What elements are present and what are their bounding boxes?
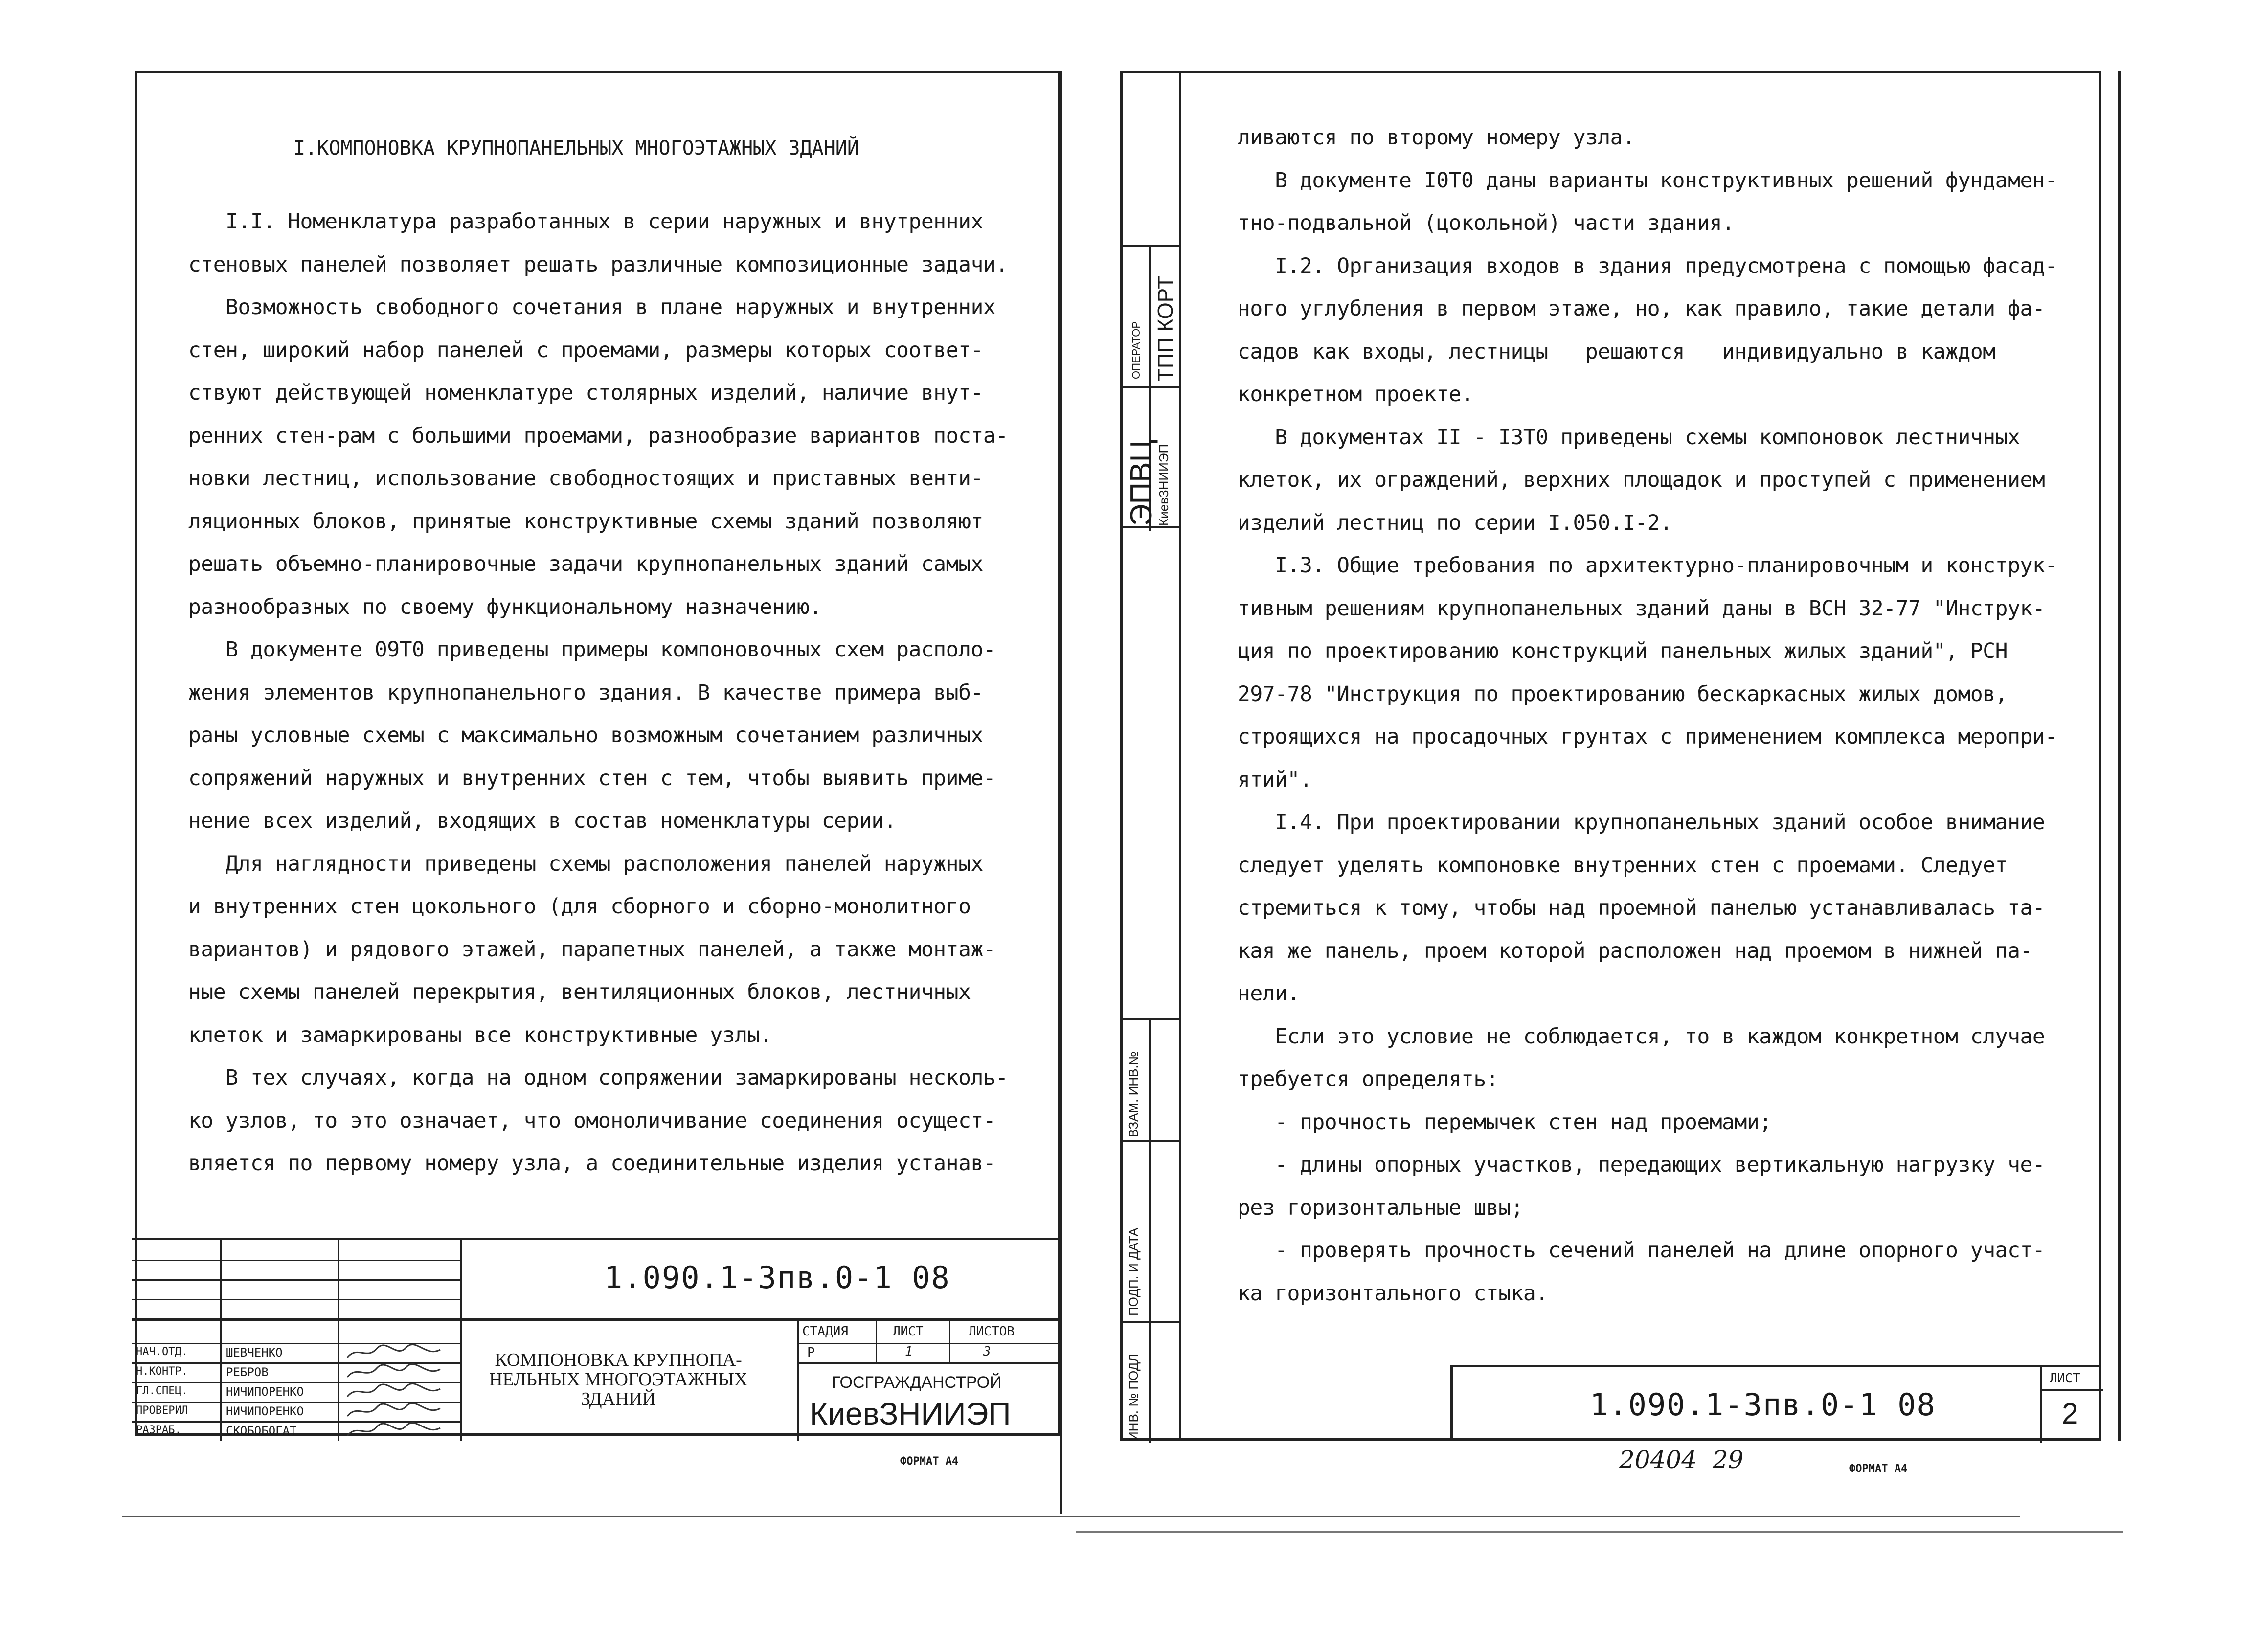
stamp-line: [949, 1318, 950, 1362]
side-column-divider: [1120, 1321, 1181, 1323]
text-line: Возможность свободного сочетания в плане наружных и внутренних: [188, 295, 996, 319]
side-stamp-divider: [1120, 386, 1181, 388]
text-line: ция по проектированию конструкций панельных жилых зданий", РСН: [1238, 639, 2008, 663]
text-line: тно-подвальной (цокольной) части здания.: [1238, 211, 1735, 235]
stamp-line: [797, 1318, 799, 1441]
handwritten-number: 20404 29: [1619, 1446, 1744, 1474]
stage-value: Р: [807, 1345, 815, 1360]
text-line: В документах II - I3Т0 приведены схемы компоновок лестничных: [1238, 425, 2020, 450]
section-heading: I.КОМПОНОВКА КРУПНОПАНЕЛЬНЫХ МНОГОЭТАЖНЫХ ЗДАНИЙ: [293, 137, 859, 159]
text-line: новки лестниц, использование свободностоящих и приставных венти-: [188, 466, 983, 491]
organization-top: ГОСГРАЖДАНСТРОЙ: [832, 1373, 1002, 1392]
stamp-line: [797, 1343, 1060, 1344]
text-line: ренних стен-рам с большими проемами, разнообразие вариантов поста-: [188, 423, 1008, 448]
right-body-text: [1238, 116, 2057, 1315]
stamp-line: [132, 1318, 1060, 1321]
format-label-right: ФОРМАТ А4: [1849, 1463, 1908, 1475]
text-line: разнообразных по своему функциональному назначению.: [188, 594, 822, 619]
stamp-line: [132, 1260, 460, 1261]
text-line: ствуют действующей номенклатуре столярных изделий, наличие внут-: [188, 381, 983, 405]
operator-value: ТПП КОРТ: [1153, 276, 1177, 382]
text-line: В тех случаях, когда на одном сопряжении замаркированы несколь-: [188, 1065, 1008, 1090]
text-line: рез горизонтальные швы;: [1238, 1195, 1523, 1220]
text-line: сопряжений наружных и внутренних стен с тем, чтобы выявить приме-: [188, 766, 996, 791]
text-line: ного углубления в первом этаже, но, как правило, такие детали фа-: [1238, 296, 2045, 321]
text-line: клеток, их ограждений, верхних площадок и проступей с применением: [1238, 468, 2045, 492]
text-line: - длины опорных участков, передающих вертикальную нагрузку че-: [1238, 1153, 2045, 1177]
side-org-sub: КиевЗНИИЭП: [1156, 444, 1171, 526]
stamp-line: [220, 1240, 222, 1441]
sheet-label: ЛИСТ: [2050, 1371, 2080, 1386]
text-line: изделий лестниц по серии I.050.I-2.: [1238, 510, 1672, 535]
side-column-divider: [1120, 1140, 1181, 1142]
text-line: I.4. При проектировании крупнопанельных зданий особое внимание: [1238, 810, 2045, 835]
stamp-line: [2040, 1367, 2042, 1443]
stamp-line: [2040, 1389, 2103, 1391]
signature: [342, 1382, 455, 1402]
stamp-role: РАЗРАБ.: [136, 1424, 181, 1436]
text-line: I.3. Общие требования по архитектурно-планировочным и конструк-: [1238, 553, 2057, 578]
drawing-title: КОМПОНОВКА КРУПНОПА- НЕЛЬНЫХ МНОГОЭТАЖНЫХ ЗДАНИЙ: [489, 1350, 748, 1409]
stamp-role: НАЧ.ОТД.: [136, 1346, 188, 1358]
text-line: В документе I0Т0 даны варианты конструктивных решений фундамен-: [1238, 168, 2057, 193]
operator-label: ОПЕРАТОР: [1130, 321, 1142, 379]
stamp-role: ПРОВЕРИЛ: [136, 1404, 188, 1417]
stamp-line: [460, 1240, 462, 1441]
text-line: жения элементов крупнопанельного здания. В качестве примера выб-: [188, 680, 983, 705]
text-line: - проверять прочность сечений панелей на длине опорного участ-: [1238, 1238, 2045, 1263]
left-body-text: [188, 201, 1008, 1185]
text-line: требуется определять:: [1238, 1067, 1499, 1091]
text-line: ляционных блоков, принятые конструктивные схемы зданий позволяют: [188, 509, 983, 534]
text-line: строящихся на просадочных грунтах с применением комплекса меропри-: [1238, 724, 2057, 749]
text-line: - прочность перемычек стен над проемами;: [1238, 1109, 1772, 1134]
side-stamp: [1120, 245, 1181, 528]
sheets-value: 3: [983, 1344, 991, 1359]
signature: [342, 1421, 455, 1441]
document-code: 1.090.1-3пв.0-1 08: [604, 1260, 950, 1295]
text-line: раны условные схемы с максимально возможным сочетанием различных: [188, 723, 983, 747]
text-line: конкретном проекте.: [1238, 382, 1474, 407]
organization-name: КиевЗНИИЭП: [810, 1396, 1011, 1431]
signature: [342, 1402, 455, 1421]
text-line: ливаются по второму номеру узла.: [1238, 125, 1635, 150]
scan-bottom-line: [122, 1516, 2020, 1517]
side-column-replace-inv: ВЗАМ. ИНВ.№: [1126, 1051, 1141, 1137]
text-line: садов как входы, лестницы решаются индивидуально в каждом: [1238, 339, 1995, 364]
side-org: ЭПВЦ: [1125, 439, 1158, 526]
text-line: ка горизонтального стыка.: [1238, 1281, 1548, 1306]
left-page-outer-line: [1060, 71, 1062, 1514]
text-line: нели.: [1238, 981, 1300, 1006]
text-line: ные схемы панелей перекрытия, вентиляционных блоков, лестничных: [188, 980, 971, 1004]
stamp-line: [797, 1362, 1060, 1364]
stamp-name: СКОБОБОГАТ: [226, 1424, 297, 1438]
text-line: тивным решениям крупнопанельных зданий даны в ВСН 32-77 "Инструк-: [1238, 596, 2045, 621]
stamp-line: [132, 1299, 460, 1300]
stamp-line: [876, 1318, 877, 1362]
text-line: нение всех изделий, входящих в состав номенклатуры серии.: [188, 809, 897, 833]
side-column-divider: [1149, 1020, 1151, 1443]
format-label-left: ФОРМАТ А4: [900, 1455, 959, 1468]
sheet-number: 2: [2062, 1397, 2078, 1430]
text-line: следует уделять компоновке внутренних стен с проемами. Следует: [1238, 853, 2008, 878]
sheet-header: ЛИСТ: [893, 1324, 924, 1339]
text-line: Если это условие не соблюдается, то в каждом конкретном случае: [1238, 1024, 2045, 1049]
text-line: I.I. Номенклатура разработанных в серии наружных и внутренних: [188, 209, 983, 234]
right-title-block: [1450, 1365, 2101, 1441]
stamp-name: НИЧИПОРЕНКО: [226, 1385, 304, 1399]
side-column-sign-date: ПОДП. И ДАТА: [1126, 1227, 1141, 1316]
text-line: решать объемно-планировочные задачи крупнопанельных зданий самых: [188, 552, 983, 576]
right-page-outer-line: [2118, 71, 2121, 1441]
text-line: кая же панель, проем которой расположен над проемом в нижней па-: [1238, 938, 2032, 963]
text-line: стеновых панелей позволяет решать различные композиционные задачи.: [188, 252, 1008, 277]
stamp-name: НИЧИПОРЕНКО: [226, 1404, 304, 1418]
stamp-role: ГЛ.СПЕЦ.: [136, 1385, 188, 1397]
text-line: и внутренних стен цокольного (для сборного и сборно-монолитного: [188, 894, 971, 919]
right-document-code: 1.090.1-3пв.0-1 08: [1590, 1387, 1936, 1423]
stage-header: СТАДИЯ: [802, 1324, 848, 1339]
left-title-block: [132, 1238, 1060, 1438]
sheets-header: ЛИСТОВ: [969, 1324, 1015, 1339]
sheet-value: 1: [905, 1344, 913, 1359]
text-line: стремиться к тому, чтобы над проемной панелью устанавливалась та-: [1238, 896, 2045, 920]
side-columns: [1120, 1018, 1181, 1441]
stamp-name: ШЕВЧЕНКО: [226, 1346, 283, 1359]
stamp-name: РЕБРОВ: [226, 1365, 269, 1379]
text-line: В документе 09Т0 приведены примеры компоновочных схем располо-: [188, 637, 996, 662]
text-line: Для наглядности приведены схемы расположения панелей наружных: [188, 851, 983, 876]
text-line: вляется по первому номеру узла, а соединительные изделия устанав-: [188, 1151, 996, 1176]
text-line: ко узлов, то это означает, что омоноличивание соединения осущест-: [188, 1108, 996, 1133]
text-line: ятий".: [1238, 767, 1312, 792]
stamp-role: Н.КОНТР.: [136, 1365, 188, 1378]
stamp-line: [132, 1279, 460, 1281]
stamp-line: [338, 1240, 339, 1441]
signature: [342, 1362, 455, 1382]
text-line: вариантов) и рядового этажей, парапетных панелей, а также монтаж-: [188, 937, 996, 962]
scan-bottom-line: [1076, 1531, 2123, 1533]
text-line: 297-78 "Инструкция по проектированию бескаркасных жилых домов,: [1238, 681, 2008, 706]
text-line: клеток и замаркированы все конструктивные узлы.: [188, 1022, 772, 1047]
text-line: стен, широкий набор панелей с проемами, размеры которых соответ-: [188, 338, 983, 362]
side-column-inv-number: ИНВ. № ПОДЛ: [1126, 1354, 1141, 1441]
text-line: I.2. Организация входов в здания предусмотрена с помощью фасад-: [1238, 253, 2057, 278]
signature: [342, 1343, 455, 1362]
